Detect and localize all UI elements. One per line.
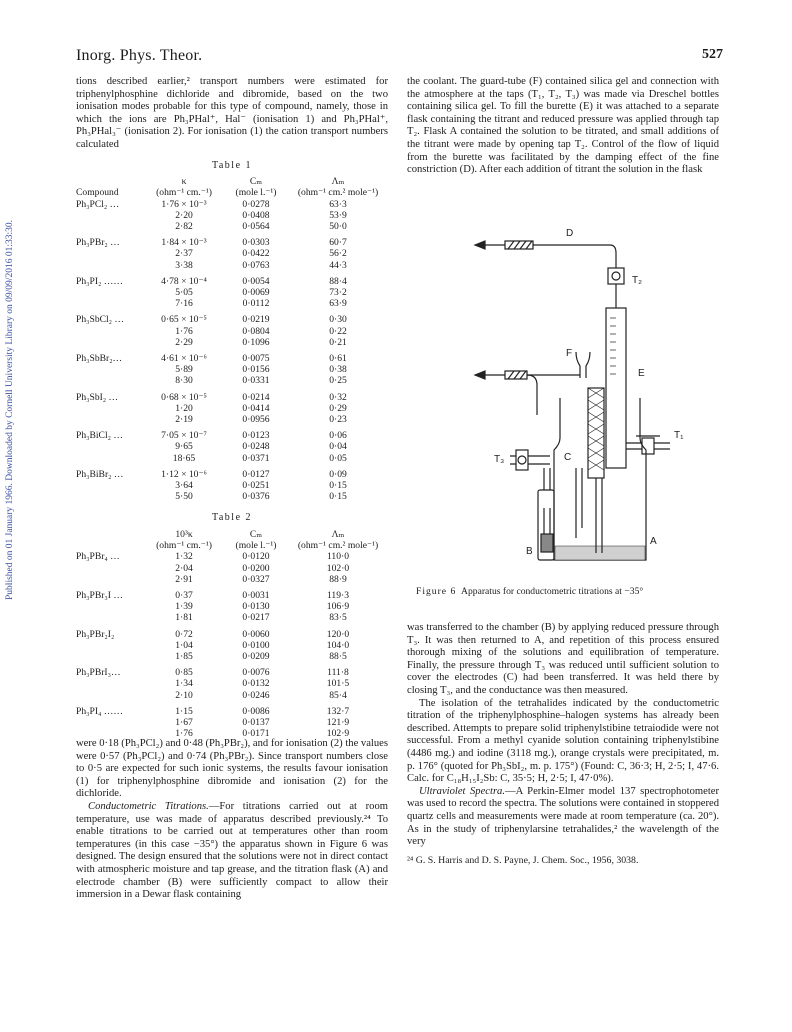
download-watermark — [4, 180, 16, 640]
compound-cell: Ph₃BiBr₂ … — [76, 468, 124, 480]
concentration-cell: 0·0804 — [242, 325, 270, 337]
compound-cell — [76, 326, 144, 337]
concentration-cell: 0·0248 — [242, 441, 270, 453]
compound-cell: Ph₃PBrI₃… — [76, 667, 121, 679]
conductivity-cell: 1·32 — [175, 551, 193, 563]
concentration-cell: 0·0123 — [242, 430, 270, 442]
compound-cell — [76, 375, 144, 386]
label-c: C — [564, 452, 572, 463]
right-bottom-text — [407, 622, 719, 867]
table2-unit-1: (ohm⁻¹ cm.⁻¹) — [156, 540, 212, 552]
table-row — [76, 601, 388, 612]
conductivity-cell: 1·76 — [175, 728, 193, 740]
b-feed-tube — [527, 375, 537, 415]
conductivity-cell: 3·38 — [175, 259, 193, 271]
table2-sym-2: Cₘ — [249, 529, 263, 541]
molar-conductance-cell: 53·9 — [329, 209, 347, 221]
table-row — [76, 276, 388, 287]
molar-conductance-cell: 0·32 — [329, 391, 347, 403]
molar-conductance-cell: 88·9 — [329, 573, 347, 585]
table1-unit-1: (ohm⁻¹ cm.⁻¹) — [156, 187, 212, 199]
table1-symbol-row — [76, 176, 388, 187]
label-a: A — [650, 536, 657, 547]
molar-conductance-cell: 44·3 — [329, 259, 347, 271]
table-row — [76, 453, 388, 464]
molar-conductance-cell: 0·06 — [329, 430, 347, 442]
isolation-paragraph: The isolation of the tetrahalides indicated by the conductometric titration of the triphenylphosphine–halogen systems has already been described. Attempts to prepare solid triphenylstibine tetraiodide were not successful. From a methyl cyanide solution containing triphenylstibine (4486 mg.) and iodine (3118 mg.), orange crystals were precipitated, m. p. 176° (quoted for Ph₃SbI₂, m. p. 175°) (Found: C, 36·3; H, 2·5; I, 47·6. Calc. for C₁₈H₁₅I₂Sb: C, 35·5; H, 2·5; I, 47·0%). — [407, 697, 719, 785]
compound-cell: Ph₃PBr₂I₂ — [76, 628, 115, 640]
molar-conductance-cell: 0·15 — [329, 491, 347, 503]
conductivity-cell: 1·84 × 10⁻³ — [161, 237, 207, 249]
table-row — [76, 551, 388, 562]
concentration-cell: 0·0219 — [242, 314, 270, 326]
conductivity-cell: 3·64 — [175, 480, 193, 492]
table-row — [76, 563, 388, 574]
compound-cell — [76, 414, 144, 425]
uv-text: —A Perkin-Elmer model 137 spectrophotometer was used to record the spectra. The solutions were contained in stoppered quartz cells and measurements were made at room temperature (ca. 20°). As in the study of triphenylarsine tetrahalides,² the wavelength of the very — [407, 785, 719, 848]
table-row — [76, 403, 388, 414]
compound-cell — [76, 248, 144, 259]
concentration-cell: 0·0303 — [242, 237, 270, 249]
table-row — [76, 441, 388, 452]
conductivity-cell: 1·85 — [175, 651, 193, 663]
coolant-paragraph: the coolant. The guard-tube (F) contained silica gel and connection with the atmosphere at the taps (T₁, T₂, T₃) was made via Dreschel bottles containing silica gel. To fill the burette (E) it was attached to a separate flask containing the titrant and reduced pressure was applied through tap T₂. Flask A contained the solution to be titrated, and small additions of the titrant were made by opening tap T₂. Control of the flow of liquid from the burette was facilitated by the damping effect of the fine constriction (D). After each addition of titrant the solution in the flask — [407, 76, 719, 176]
conductivity-cell: 2·37 — [175, 248, 193, 260]
table-row — [76, 574, 388, 585]
table2-sym-1: 10³κ — [175, 529, 193, 541]
conductivity-cell: 1·67 — [175, 717, 193, 729]
table1 — [76, 176, 388, 502]
conductivity-cell: 2·10 — [175, 689, 193, 701]
table1-unit-0: Compound — [76, 187, 119, 199]
conductivity-cell: 1·12 × 10⁻⁶ — [161, 468, 207, 480]
titrations-paragraph — [76, 801, 388, 902]
compound-cell — [76, 678, 144, 689]
compound-cell: Ph₃PCl₂ … — [76, 198, 120, 210]
label-t3: T₃ — [494, 454, 505, 465]
conductivity-cell: 1·04 — [175, 639, 193, 651]
concentration-cell: 0·0408 — [242, 209, 270, 221]
concentration-cell: 0·0086 — [242, 705, 270, 717]
conductivity-cell: 7·05 × 10⁻⁷ — [161, 430, 207, 442]
concentration-cell: 0·0112 — [242, 298, 270, 310]
molar-conductance-cell: 73·2 — [329, 286, 347, 298]
page-number: 527 — [702, 47, 723, 62]
molar-conductance-cell: 50·0 — [329, 220, 347, 232]
figure-caption-label: Figure 6 — [416, 586, 457, 597]
compound-cell — [76, 210, 144, 221]
molar-conductance-cell: 0·09 — [329, 468, 347, 480]
molar-conductance-cell: 0·22 — [329, 325, 347, 337]
compound-cell — [76, 480, 144, 491]
conductivity-cell: 9·65 — [175, 441, 193, 453]
compound-cell — [76, 574, 144, 585]
concentration-cell: 0·0127 — [242, 468, 270, 480]
conductivity-cell: 1·34 — [175, 678, 193, 690]
left-column — [76, 76, 388, 739]
conductivity-cell: 7·16 — [175, 298, 193, 310]
compound-cell: Ph₃SbCl₂ … — [76, 314, 125, 326]
concentration-cell: 0·0414 — [242, 402, 270, 414]
table-row — [76, 651, 388, 662]
concentration-cell: 0·0422 — [242, 248, 270, 260]
journal-header: Inorg. Phys. Theor. — [76, 47, 203, 64]
conductivity-cell: 2·82 — [175, 220, 193, 232]
label-d: D — [566, 228, 574, 239]
concentration-cell: 0·1096 — [242, 336, 270, 348]
label-t2: T₂ — [632, 275, 642, 286]
table-row — [76, 392, 388, 403]
table-row — [76, 690, 388, 701]
table-row — [76, 629, 388, 640]
molar-conductance-cell: 0·23 — [329, 414, 347, 426]
label-f: F — [566, 348, 573, 359]
table2-sym-3: Λₘ — [331, 529, 345, 541]
concentration-cell: 0·0130 — [242, 601, 270, 613]
figure-caption-text: Apparatus for conductometric titrations at −35° — [461, 586, 644, 597]
molar-conductance-cell: 0·38 — [329, 364, 347, 376]
concentration-cell: 0·0100 — [242, 639, 270, 651]
titration-flask-a — [554, 398, 646, 560]
concentration-cell: 0·0069 — [242, 286, 270, 298]
conductivity-cell: 5·50 — [175, 491, 193, 503]
molar-conductance-cell: 0·15 — [329, 480, 347, 492]
compound-cell: Ph₃PBr₄ … — [76, 551, 120, 563]
conductivity-cell: 2·91 — [175, 573, 193, 585]
concentration-cell: 0·0209 — [242, 651, 270, 663]
concentration-cell: 0·0120 — [242, 551, 270, 563]
compound-cell — [76, 612, 144, 623]
molar-conductance-cell: 0·25 — [329, 375, 347, 387]
concentration-cell: 0·0217 — [242, 612, 270, 624]
table1-sym-1: κ — [181, 176, 187, 188]
concentration-cell: 0·0214 — [242, 391, 270, 403]
compound-cell: Ph₃PBr₃I … — [76, 590, 123, 602]
conductivity-cell: 1·15 — [175, 705, 193, 717]
top-arrow-icon — [475, 241, 485, 249]
left-top-paragraph: tions described earlier,² transport numbers were estimated for triphenylphosphine dichloride and dibromide, based on the two ionisation modes probable for this type of compound, namely, those in which the ions are Ph₃PHal⁺, Hal⁻ (ionisation 1) and Ph₃PHal⁺, Ph₃PHal₃⁻ (ionisation 2). For ionisation (1) the cation transport numbers calculated — [76, 76, 388, 150]
compound-cell: Ph₃SbI₂ … — [76, 391, 119, 403]
conductivity-cell: 2·20 — [175, 209, 193, 221]
molar-conductance-cell: 106·9 — [326, 601, 350, 613]
concentration-cell: 0·0031 — [242, 590, 270, 602]
conductivity-cell: 18·65 — [172, 452, 196, 464]
figure-caption — [416, 586, 643, 597]
molar-conductance-cell: 102·9 — [326, 728, 350, 740]
table2 — [76, 529, 388, 739]
concentration-cell: 0·0278 — [242, 198, 270, 210]
uv-heading: Ultraviolet Spectra. — [419, 785, 506, 797]
conductivity-cell: 4·78 × 10⁻⁴ — [161, 275, 207, 287]
table-row — [76, 260, 388, 271]
label-e: E — [638, 368, 645, 379]
concentration-cell: 0·0371 — [242, 452, 270, 464]
conductivity-cell: 0·85 — [175, 667, 193, 679]
table2-unit-row — [76, 540, 388, 551]
compound-cell — [76, 563, 144, 574]
conductivity-cell: 1·39 — [175, 601, 193, 613]
compound-cell — [76, 491, 144, 502]
molar-conductance-cell: 0·30 — [329, 314, 347, 326]
molar-conductance-cell: 102·0 — [326, 562, 350, 574]
table-row — [76, 210, 388, 221]
conductivity-cell: 5·89 — [175, 364, 193, 376]
table-row — [76, 364, 388, 375]
table1-unit-3: (ohm⁻¹ cm.² mole⁻¹) — [297, 187, 379, 199]
molar-conductance-cell: 63·9 — [329, 298, 347, 310]
table1-sym-3: Λₘ — [331, 176, 345, 188]
table-row — [76, 199, 388, 210]
table-row — [76, 706, 388, 717]
table-row — [76, 640, 388, 651]
conductivity-cell: 2·04 — [175, 562, 193, 574]
table-row — [76, 678, 388, 689]
molar-conductance-cell: 0·05 — [329, 452, 347, 464]
table-row — [76, 248, 388, 259]
table1-sym-0 — [76, 176, 144, 187]
table-row — [76, 612, 388, 623]
conductivity-cell: 4·61 × 10⁻⁶ — [161, 353, 207, 364]
table-row — [76, 314, 388, 325]
concentration-cell: 0·0956 — [242, 414, 270, 426]
footnote-24: ²⁴ G. S. Harris and D. S. Payne, J. Chem. Soc., 1956, 3038. — [407, 854, 639, 866]
table1-caption: Table 1 — [211, 159, 253, 171]
burette-e — [606, 308, 626, 468]
table1-body — [76, 199, 388, 503]
table-row — [76, 375, 388, 386]
molar-conductance-cell: 120·0 — [326, 628, 350, 640]
compound-cell — [76, 260, 144, 271]
download-note: Published on 01 January 1966. Downloaded by Cornell University Library on 09/09/2016 01:33:30. — [5, 220, 15, 600]
conductivity-cell: 1·76 × 10⁻³ — [161, 198, 207, 210]
conductivity-cell: 1·81 — [175, 612, 193, 624]
molar-conductance-cell: 56·2 — [329, 248, 347, 260]
compound-cell — [76, 717, 144, 728]
concentration-cell: 0·0251 — [242, 480, 270, 492]
compound-cell — [76, 364, 144, 375]
conductivity-cell: 2·19 — [175, 414, 193, 426]
molar-conductance-cell: 63·3 — [329, 198, 347, 210]
compound-cell — [76, 651, 144, 662]
concentration-cell: 0·0075 — [242, 353, 270, 364]
concentration-cell: 0·0137 — [242, 717, 270, 729]
concentration-cell: 0·0376 — [242, 491, 270, 503]
table-row — [76, 221, 388, 232]
conductivity-cell: 5·05 — [175, 286, 193, 298]
table-row — [76, 667, 388, 678]
molar-conductance-cell: 88·5 — [329, 651, 347, 663]
table2-unit-0 — [76, 540, 144, 551]
table-row — [76, 491, 388, 502]
table-row — [76, 298, 388, 309]
molar-conductance-cell: 111·8 — [327, 667, 349, 679]
conductivity-cell: 8·30 — [175, 375, 193, 387]
tap-t1-icon — [642, 438, 654, 454]
table-row — [76, 337, 388, 348]
conductivity-cell: 0·68 × 10⁻⁵ — [161, 391, 207, 403]
compound-cell — [76, 601, 144, 612]
concentration-cell: 0·0564 — [242, 220, 270, 232]
titrations-text: —For titrations carried out at room temperature, use was made of apparatus described previously.²⁴ To enable titrations to be carried out at temperatures other than room temperatures (in this case −35°) the apparatus shown in Figure 6 was designed. The design ensured that the solutions were not in direct contact with atmospheric moisture and tap grease, and the titration flask (A) and electrode chamber (B) were sufficiently compact to allow their immersion in a Dewar flask containing — [76, 800, 388, 901]
conductivity-cell: 0·65 × 10⁻⁵ — [161, 314, 207, 326]
compound-cell: Ph₃PBr₂ … — [76, 237, 120, 249]
table-row — [76, 414, 388, 425]
titrations-heading: Conductometric Titrations. — [88, 800, 209, 812]
apparatus-figure — [410, 228, 715, 578]
table-row — [76, 480, 388, 491]
compound-cell: Ph₃BiCl₂ … — [76, 430, 123, 442]
concentration-cell: 0·0200 — [242, 562, 270, 574]
molar-conductance-cell: 60·7 — [329, 237, 347, 249]
table2-unit-3: (ohm⁻¹ cm.² mole⁻¹) — [297, 540, 379, 552]
table2-unit-2: (mole l.⁻¹) — [235, 540, 277, 552]
molar-conductance-cell: 104·0 — [326, 639, 350, 651]
transfer-paragraph: was transferred to the chamber (B) by applying reduced pressure through T₃. It was then returned to A, and repetition of this process ensured thorough mixing of the solutions and equilibration of temperature. Finally, the pressure through T₃ was reduced until sufficient solution to cover the electrodes (C) had been transferred. It was held there by closing T₃, and the conductance was then measured. — [407, 622, 719, 696]
table-row — [76, 353, 388, 364]
table2-caption: Table 2 — [211, 512, 253, 524]
compound-cell: Ph₃SbBr₂… — [76, 353, 123, 364]
table-row — [76, 287, 388, 298]
compound-cell — [76, 453, 144, 464]
conductivity-cell: 0·72 — [175, 628, 193, 640]
concentration-cell: 0·0132 — [242, 678, 270, 690]
molar-conductance-cell: 0·61 — [329, 353, 347, 364]
table-row — [76, 717, 388, 728]
molar-conductance-cell: 132·7 — [326, 705, 350, 717]
conductivity-cell: 2·29 — [175, 336, 193, 348]
table1-unit-2: (mole l.⁻¹) — [235, 187, 277, 199]
concentration-cell: 0·0331 — [242, 375, 270, 387]
concentration-cell: 0·0327 — [242, 573, 270, 585]
label-b: B — [526, 546, 533, 557]
conductivity-cell: 1·76 — [175, 325, 193, 337]
guard-tube-f — [576, 352, 580, 378]
molar-conductance-cell: 121·9 — [326, 717, 350, 729]
conductivity-cell: 0·37 — [175, 590, 193, 602]
table2-sym-0 — [76, 529, 144, 540]
molar-conductance-cell: 0·21 — [329, 336, 347, 348]
compound-cell — [76, 337, 144, 348]
concentration-cell: 0·0060 — [242, 628, 270, 640]
compound-cell — [76, 640, 144, 651]
table-row — [76, 469, 388, 480]
uv-paragraph — [407, 786, 719, 849]
mid-arrow-icon — [475, 371, 485, 379]
concentration-cell: 0·0054 — [242, 275, 270, 287]
compound-cell: Ph₃PI₂ …… — [76, 275, 123, 287]
conductivity-cell: 1·20 — [175, 402, 193, 414]
molar-conductance-cell: 110·0 — [326, 551, 350, 563]
molar-conductance-cell: 85·4 — [329, 689, 347, 701]
concentration-cell: 0·0076 — [242, 667, 270, 679]
compound-cell — [76, 221, 144, 232]
molar-conductance-cell: 101·5 — [326, 678, 350, 690]
compound-cell — [76, 690, 144, 701]
table-row — [76, 430, 388, 441]
table-row — [76, 326, 388, 337]
compound-cell — [76, 298, 144, 309]
table1-unit-row — [76, 187, 388, 198]
molar-conductance-cell: 83·5 — [329, 612, 347, 624]
compound-cell — [76, 441, 144, 452]
concentration-cell: 0·0156 — [242, 364, 270, 376]
molar-conductance-cell: 119·3 — [326, 590, 350, 602]
molar-conductance-cell: 88·4 — [329, 275, 347, 287]
compound-cell — [76, 403, 144, 414]
tap-t2-icon — [608, 268, 624, 284]
concentration-cell: 0·0763 — [242, 259, 270, 271]
right-top-text — [407, 76, 719, 177]
table2-symbol-row — [76, 529, 388, 540]
molar-conductance-cell: 0·29 — [329, 402, 347, 414]
molar-conductance-cell: 0·04 — [329, 441, 347, 453]
label-t1: T₁ — [674, 430, 684, 441]
left-bottom-text — [76, 738, 388, 902]
compound-cell: Ph₃PI₄ …… — [76, 705, 123, 717]
concentration-cell: 0·0246 — [242, 689, 270, 701]
table2-body — [76, 551, 388, 739]
table-row — [76, 590, 388, 601]
compound-cell — [76, 287, 144, 298]
table1-sym-2: Cₘ — [249, 176, 263, 188]
transport-paragraph: were 0·18 (Ph₃PCl₂) and 0·48 (Ph₃PBr₂), and for ionisation (2) the values were 0·57 (Ph₃PCl₂) and 0·74 (Ph₃PBr₂). Since transport numbers close to 0·5 are expected for such ionic systems, the results favour ionisation (1) for triphenylphosphine dibromide and ionisation (2) for the dichloride. — [76, 738, 388, 800]
concentration-cell: 0·0171 — [242, 728, 270, 740]
table-row — [76, 237, 388, 248]
